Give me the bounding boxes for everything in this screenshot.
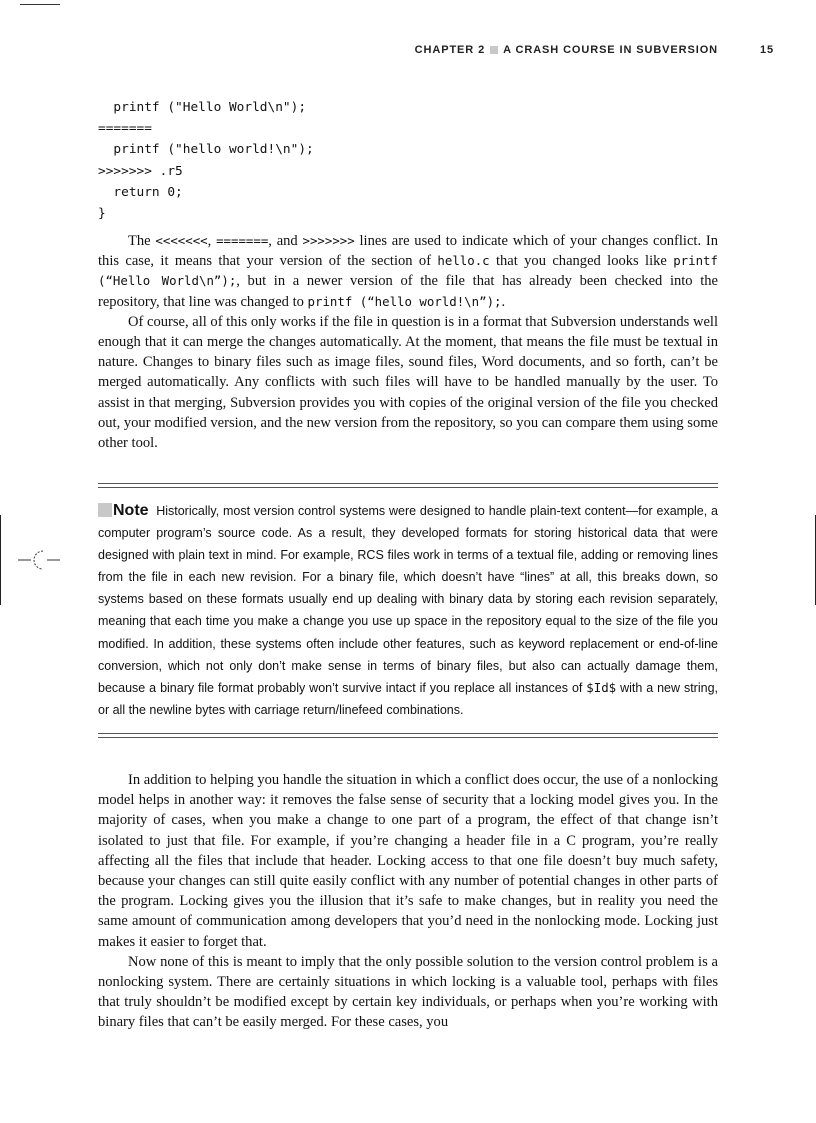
inline-code: <<<<<<< <box>155 233 208 248</box>
inline-code: $Id$ <box>586 679 617 695</box>
text: , and <box>268 233 303 249</box>
chapter-heading <box>415 44 718 56</box>
square-bullet-icon <box>490 46 498 54</box>
code-line: printf ("Hello World\n"); <box>98 100 307 115</box>
inline-code: >>>>>>> <box>302 233 355 248</box>
body-section-bottom <box>98 770 718 1033</box>
body-section-top <box>98 231 718 453</box>
page-number: 15 <box>759 44 774 56</box>
paragraph-locking-situations: Now none of this is meant to imply that the only possible solution to the version control problem is a nonlocking system. There are certainly situations in which locking is a valuable tool, perhaps with files that truly shouldn’t be modified except by certain key individuals, or perhaps when you’re working with binary files that can’t be easily merged. For these cases, you <box>98 953 718 1031</box>
note-label: Note <box>113 502 149 519</box>
paragraph-conflict-markers <box>98 231 718 312</box>
text: The <box>128 233 156 249</box>
paragraph-binary-files: Of course, all of this only works if the file in question is in a format that Subversion understands well enough that it can merge the changes automatically. At the moment, that means the file must be textual in nature. Changes to binary files such as image files, sound files, Word documents, and so forth, can’t be merged automatically. Any conflicts with such files will have to be handled manually by the user. To assist in that merging, Subversion provides you with copies of the original version of the file you checked out, your modified version, and the new version from the repository, so you can compare them using some other tool. <box>98 313 718 452</box>
text: . <box>501 293 506 310</box>
inline-code: hello.c <box>437 253 490 269</box>
text: , <box>207 233 217 249</box>
inline-code: printf (“Hello World\n”); <box>98 253 718 289</box>
text: that you changed looks like <box>489 253 674 270</box>
code-line: } <box>98 205 106 221</box>
code-line: printf ("hello world!\n"); <box>98 142 314 158</box>
running-head <box>300 44 774 60</box>
text: lines are used to indicate which of your changes conflict. In this case, it means that your version of the section of <box>98 233 718 270</box>
code-line: ======= <box>98 121 152 137</box>
note-rule-top <box>98 483 718 488</box>
code-block <box>98 97 498 224</box>
note-rule-bottom <box>98 733 718 738</box>
paragraph-nonlocking-model: In addition to helping you handle the situation in which a conflict does occur, the use of a nonlocking model helps in another way: it removes the false sense of security that a locking model gives you. In the majority of cases, when you make a change to one part of a program, the effect of that change isn’t isolated to just that file. For example, if you’re changing a header file in a C program, you’re really affecting all the files that include that header. Locking access to that one file doesn’t buy much safety, because your changes can still quite easily conflict with any number of potential changes in other parts of the program. Locking gives you the illusion that it’s safe to make changes, but in reality you need the same amount of communication among developers that you’d need in the nonlocking mode. Locking just makes it easier to forget that. <box>98 772 718 950</box>
inline-code: printf (“hello world!\n”); <box>307 293 502 309</box>
chapter-title: A CRASH COURSE IN SUBVERSION <box>503 44 718 56</box>
registration-mark-icon <box>18 545 60 575</box>
note-text: with a new string, or all the newline bytes with carriage return/linefeed combinations. <box>98 680 718 717</box>
code-line: return 0; <box>98 184 183 200</box>
crop-mark-left <box>0 515 1 605</box>
note-box <box>98 500 718 721</box>
crop-mark-top <box>20 4 60 5</box>
note-square-icon <box>98 503 112 517</box>
chapter-number: CHAPTER 2 <box>414 44 486 56</box>
code-line: >>>>>>> .r5 <box>98 163 183 179</box>
inline-code: ======= <box>216 233 269 248</box>
text: , but in a newer version of the file that has already been checked into the repository, that line was changed to <box>98 273 718 310</box>
note-text: Historically, most version control systems were designed to handle plain-text content—for example, a computer program’s source code. As a result, they developed formats for storing historical data that were designed with plain text in mind. For example, RCS files work in terms of a textual file, adding or removing lines from the file in each new revision. For a binary file, which doesn’t have “lines” at all, this breaks down, so systems based on these formats usually end up dealing with binary data by storing each revision separately, meaning that each time you make a change you use up space in the repository equal to the size of the file you modified. In addition, these systems often include other features, such as keyword replacement or end-of-line conversion, which not only don’t make sense in terms of binary files, but also can actually damage them, because a binary file format probably won’t survive intact if you replace all instances of <box>98 504 718 695</box>
